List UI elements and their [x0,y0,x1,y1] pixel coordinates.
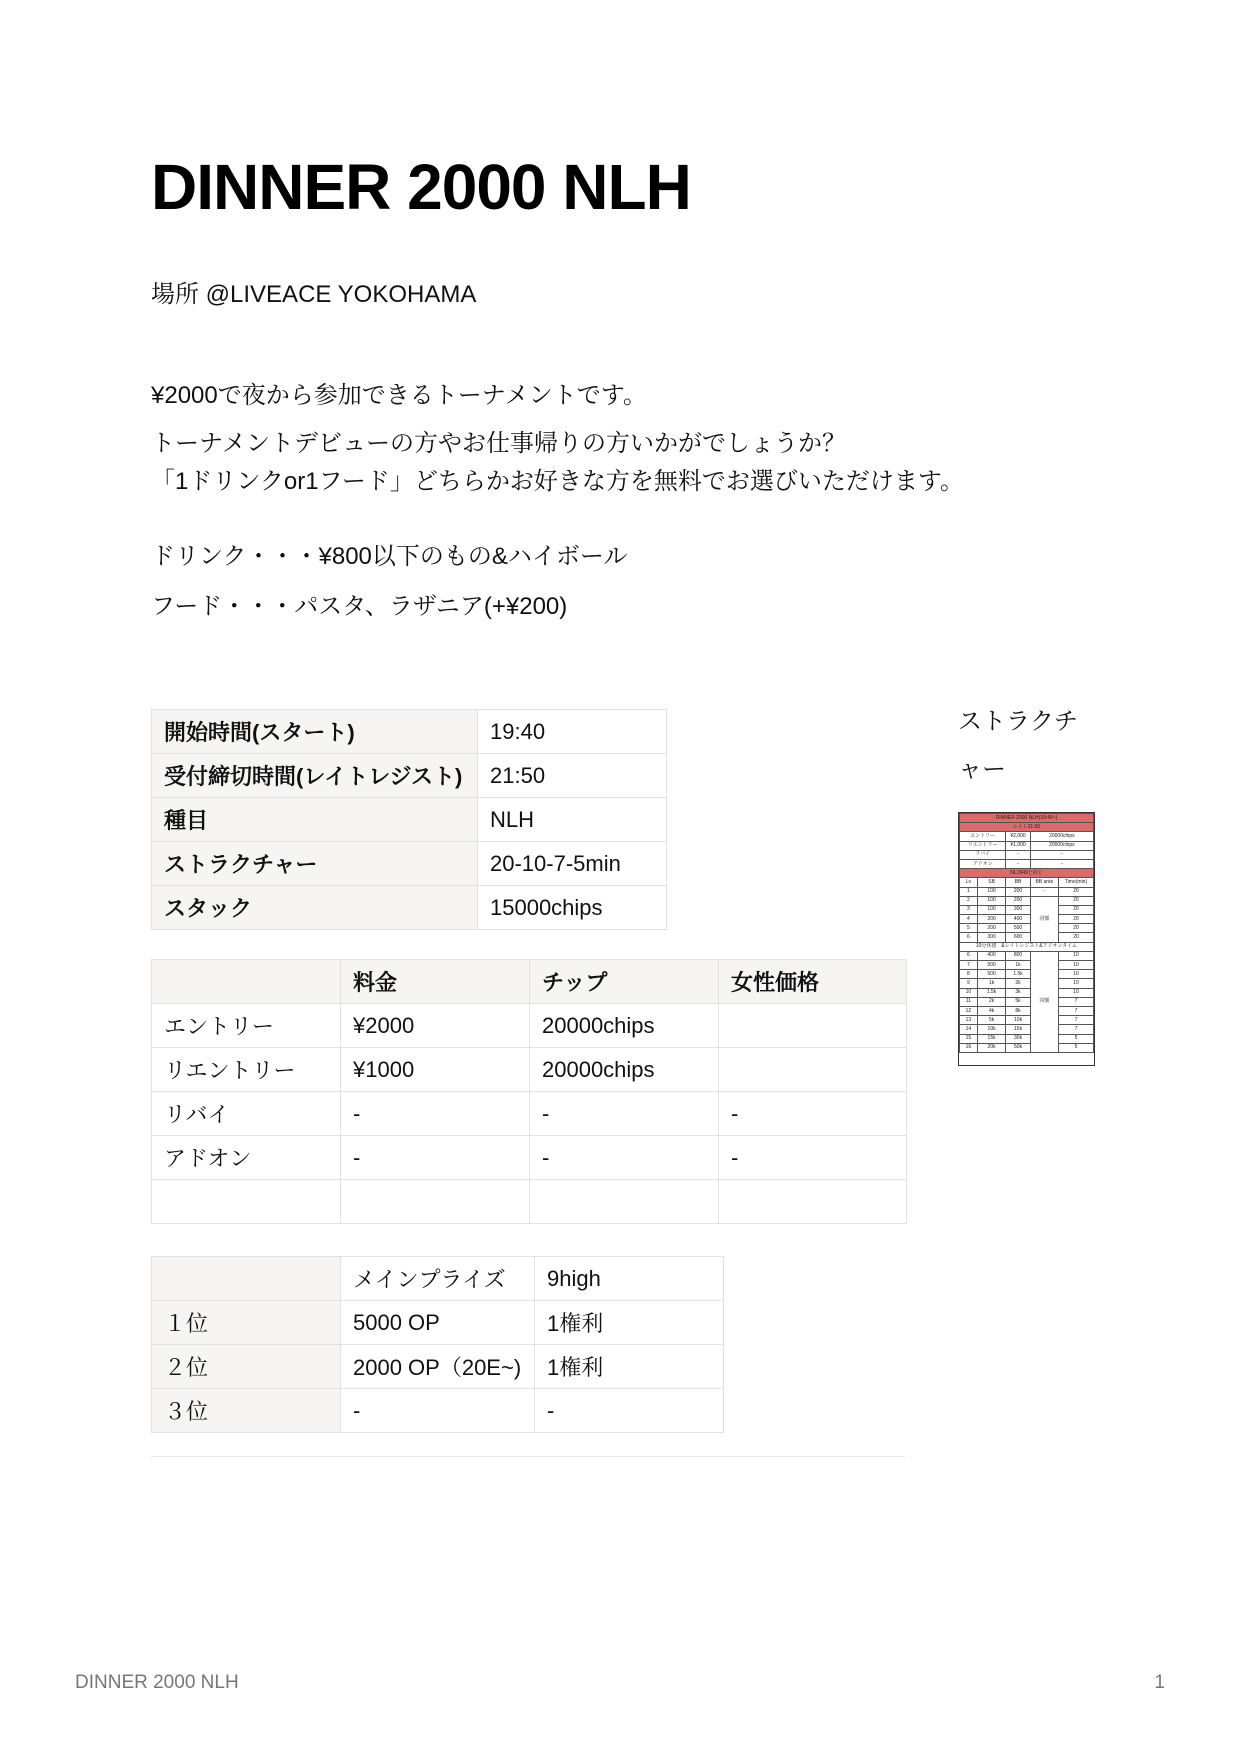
structure-cell: 1.5k [1006,970,1030,979]
structure-cell: リバイ [960,850,1006,859]
structure-cell: 10 [1058,988,1093,997]
drink-text: ドリンク・・・¥800以下のもの&ハイボール [151,543,628,570]
fee-cell [530,1180,719,1224]
prize-cell: 1権利 [535,1301,724,1345]
structure-cell: 5 [960,924,978,933]
info-label: スタック [152,886,478,930]
prize-header [152,1257,341,1301]
structure-cell: 7 [1058,1006,1093,1015]
structure-cell: アドオン [960,859,1006,868]
structure-cell: 200 [1006,896,1030,905]
prize-rank: ３位 [152,1389,341,1433]
fee-cell: 20000chips [530,1004,719,1048]
structure-cell: 1 [960,887,978,896]
fee-cell [341,1180,530,1224]
structure-cell: 13 [960,1016,978,1025]
table-row [960,970,1094,979]
structure-cell: 20 [1058,887,1093,896]
table-row [960,841,1094,850]
food-text: フード・・・パスタ、ラザニア(+¥200) [151,593,568,620]
info-value: 21:50 [478,754,667,798]
structure-cell: 15k [977,1034,1005,1043]
structure-cell: 5k [1006,997,1030,1006]
table-header-row [152,1257,724,1301]
structure-title: DINNER 2000 NLH(19:40~) [960,814,1094,823]
structure-table [959,813,1094,1053]
structure-cell: 5 [1058,1034,1093,1043]
table-row [960,961,1094,970]
fee-cell: - [341,1092,530,1136]
structure-cell: 20000chips [1030,841,1093,850]
structure-cell: 2k [977,997,1005,1006]
table-row [960,1006,1094,1015]
table-row [960,915,1094,924]
table-row [960,832,1094,841]
structure-cell: 10 [1058,979,1093,988]
structure-cell: 同額 [1030,951,1058,1052]
structure-cell: 1.5k [977,988,1005,997]
fee-cell [719,1180,907,1224]
structure-cell: - [1030,887,1058,896]
info-label: 受付締切時間(レイトレジスト) [152,754,478,798]
structure-cell: 6 [960,951,978,960]
structure-late: レイト21:50 [960,823,1094,832]
fee-cell: エントリー [152,1004,341,1048]
info-value: 20-10-7-5min [478,842,667,886]
structure-cell: 15 [960,1034,978,1043]
structure-cell: エントリー [960,832,1006,841]
structure-cell: 20 [1058,896,1093,905]
structure-cell: - [1006,859,1030,868]
table-row [152,710,667,754]
structure-cell: 400 [1006,915,1030,924]
prize-cell: 1権利 [535,1345,724,1389]
structure-cell: 500 [977,961,1005,970]
table-row [960,850,1094,859]
table-row [960,924,1094,933]
structure-cell: 7 [1058,1025,1093,1034]
divider [151,1456,905,1457]
structure-cell: 2 [960,896,978,905]
structure-cell: 100 [977,905,1005,914]
page-title: DINNER 2000 NLH [151,151,691,223]
table-row [152,754,667,798]
prize-table [151,1256,724,1433]
structure-levels-b [960,951,1094,1052]
table-row [960,814,1094,823]
table-row [960,823,1094,832]
structure-cell: 8k [1006,1006,1030,1015]
table-row [152,1389,724,1433]
structure-cell: - [1030,859,1093,868]
structure-cell: 20000chips [1030,832,1093,841]
table-header-row [960,878,1094,887]
structure-cell: 20 [1058,905,1093,914]
location-text: 場所 @LIVEACE YOKOHAMA [151,281,477,308]
table-row [152,1004,907,1048]
fee-cell: - [341,1136,530,1180]
prize-rank: ２位 [152,1345,341,1389]
structure-break: 10分休憩 &レイトレジスト&アドオンタイム [960,942,1094,951]
table-row [960,1043,1094,1052]
table-row [152,1345,724,1389]
structure-cell: 14 [960,1025,978,1034]
table-row [960,1016,1094,1025]
structure-cell: 200 [1006,887,1030,896]
structure-cell: 5k [977,1016,1005,1025]
prize-cell: - [535,1389,724,1433]
structure-cell: 4 [960,915,978,924]
info-label: 開始時間(スタート) [152,710,478,754]
fee-cell: リバイ [152,1092,341,1136]
structure-cell: 20 [1058,915,1093,924]
fee-cell: 20000chips [530,1048,719,1092]
table-row [152,1048,907,1092]
structure-cell: 300 [1006,905,1030,914]
structure-header: Lv [960,878,978,887]
table-row [960,997,1094,1006]
structure-cell: 10k [1006,1016,1030,1025]
structure-cell: 10k [977,1025,1005,1034]
fee-cell: ¥1000 [341,1048,530,1092]
structure-cell: 600 [1006,933,1030,942]
fee-cell: リエントリー [152,1048,341,1092]
structure-header: Time(min) [1058,878,1093,887]
structure-cell: 7 [1058,1016,1093,1025]
prize-rank: １位 [152,1301,341,1345]
table-row [960,905,1094,914]
structure-cell: ¥2,000 [1006,832,1030,841]
structure-cell: 8 [960,970,978,979]
table-row [152,842,667,886]
structure-cell: 20 [1058,933,1093,942]
structure-header: SB [977,878,1005,887]
prize-cell: 2000 OP（20E~) [341,1345,535,1389]
structure-cell: 7 [960,961,978,970]
structure-image[interactable] [958,812,1095,1066]
structure-cell: 7 [1058,997,1093,1006]
table-row [960,869,1094,878]
structure-cell: 2k [1006,979,1030,988]
table-row [960,859,1094,868]
fee-header [152,960,341,1004]
table-row [152,798,667,842]
structure-cell: 100 [977,887,1005,896]
fee-table [151,959,907,1224]
prize-cell: 5000 OP [341,1301,535,1345]
structure-cell: 16 [960,1043,978,1052]
info-label: 種目 [152,798,478,842]
structure-cell: 500 [1006,924,1030,933]
table-row [152,1301,724,1345]
structure-heading: ストラクチャー [958,708,1078,783]
fee-header: 女性価格 [719,960,907,1004]
fee-header: 料金 [341,960,530,1004]
structure-cell: - [1030,850,1093,859]
structure-cell: 200 [977,915,1005,924]
table-row [960,942,1094,951]
structure-section: NL1949と同じ [960,869,1094,878]
table-row [960,896,1094,905]
table-row [152,1092,907,1136]
structure-cell: 9 [960,979,978,988]
structure-cell: - [1006,850,1030,859]
fee-cell: アドオン [152,1136,341,1180]
structure-cell: 20k [977,1043,1005,1052]
structure-levels-a [960,887,1094,942]
info-value: 19:40 [478,710,667,754]
structure-cell: 4k [977,1006,1005,1015]
table-row [960,1034,1094,1043]
structure-cell: 50k [1006,1043,1030,1052]
table-row [960,887,1094,896]
fee-cell: - [530,1092,719,1136]
structure-cell: 1k [1006,961,1030,970]
table-row [152,886,667,930]
intro-line-3: 「1ドリンクor1フード」どちらかお好きな方を無料でお選びいただけます。 [151,468,964,495]
info-table [151,709,667,930]
table-row [960,988,1094,997]
structure-cell: リエントリー [960,841,1006,850]
structure-cell: 100 [977,896,1005,905]
structure-cell: 10 [1058,951,1093,960]
fee-cell [719,1004,907,1048]
fee-cell: ¥2000 [341,1004,530,1048]
prize-header: 9high [535,1257,724,1301]
info-label: ストラクチャー [152,842,478,886]
table-row [960,933,1094,942]
fee-cell: - [719,1092,907,1136]
structure-cell: ¥1,000 [1006,841,1030,850]
structure-cell: 3 [960,905,978,914]
structure-header: BB [1006,878,1030,887]
prize-header: メインプライズ [341,1257,535,1301]
fee-header: チップ [530,960,719,1004]
structure-cell: 5 [1058,1043,1093,1052]
table-row [152,1136,907,1180]
structure-cell: 10 [1058,970,1093,979]
structure-cell: 3k [1006,988,1030,997]
footer-title: DINNER 2000 NLH [75,1672,239,1693]
structure-header: BB ante [1030,878,1058,887]
info-value: NLH [478,798,667,842]
structure-cell: 6 [960,933,978,942]
structure-cell: 11 [960,997,978,1006]
structure-cell: 同額 [1030,896,1058,942]
prize-cell: - [341,1389,535,1433]
intro-line-2: トーナメントデビューの方やお仕事帰りの方いかがでしょうか？ [151,430,847,457]
structure-cell: 400 [977,951,1005,960]
fee-cell: - [719,1136,907,1180]
structure-cell: 20 [1058,924,1093,933]
structure-cell: 10 [960,988,978,997]
fee-cell [152,1180,341,1224]
fee-cell [719,1048,907,1092]
structure-cell: 10 [1058,961,1093,970]
intro-line-1: ¥2000で夜から参加できるトーナメントです。 [151,382,647,409]
table-row [960,951,1094,960]
structure-cell: 300 [977,933,1005,942]
structure-cell: 1k [977,979,1005,988]
structure-cell: 15k [1006,1025,1030,1034]
table-row [152,1180,907,1224]
table-row [960,1025,1094,1034]
structure-cell: 800 [1006,951,1030,960]
table-row [960,979,1094,988]
fee-cell: - [530,1136,719,1180]
structure-cell: 12 [960,1006,978,1015]
info-value: 15000chips [478,886,667,930]
page-number: 1 [1154,1672,1165,1693]
structure-cell: 200 [977,924,1005,933]
structure-cell: 30k [1006,1034,1030,1043]
table-header-row [152,960,907,1004]
structure-cell: 500 [977,970,1005,979]
